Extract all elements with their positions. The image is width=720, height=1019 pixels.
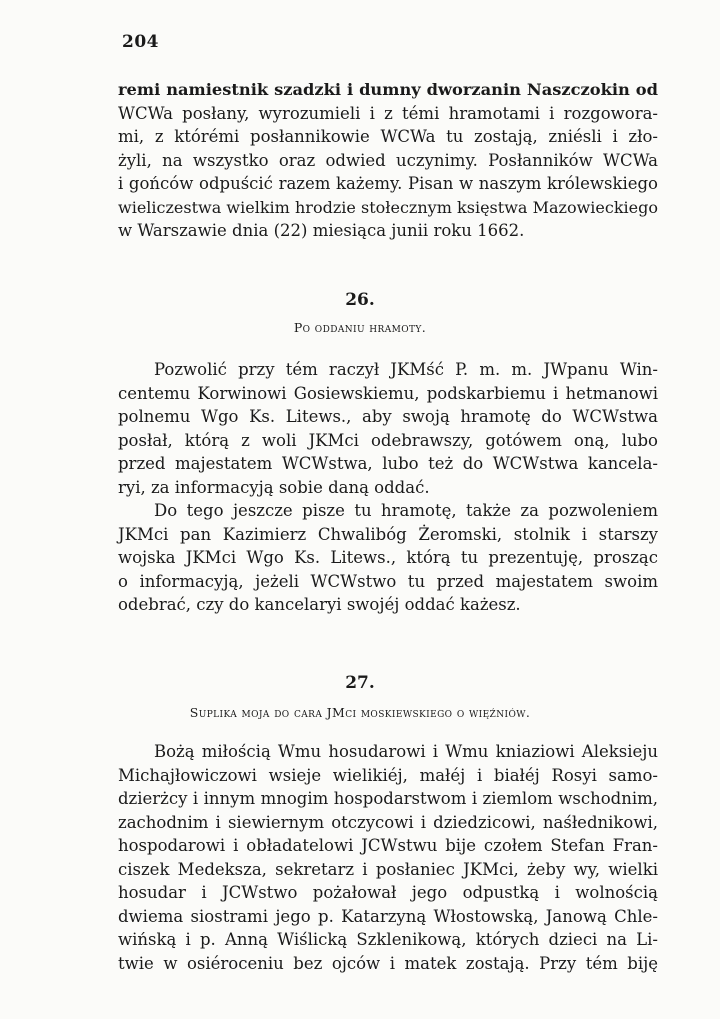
text-line: zachodnim i siewiernym otczycowi i dziedzicowi, naśłednikowi, [118, 812, 658, 832]
paragraph-letter-ending [118, 78, 658, 243]
section-number: 26. [345, 290, 375, 310]
text-line: hospodarowi i obładatelowi JCWstwu bije czołem Stefan Fran- [118, 836, 658, 855]
text-line: WCWa posłany, wyrozumieli i z témi hramotami i rozgowora- [118, 103, 658, 123]
text-line: wieliczestwa wielkim hrodzie stołecznym księstwa Mazowieckiego [118, 197, 658, 217]
text-line: posłał, którą z woli JKMci odebrawszy, gotówem oną, lubo [118, 430, 658, 450]
paragraph-section-27 [118, 740, 658, 975]
text-line: mi, z którémi posłannikowie WCWa tu zostają, zniésli i zło- [118, 127, 658, 146]
section-title: Po oddaniu hramoty. [293, 320, 427, 335]
text-line: w Warszawie dnia (22) miesiąca junii roku 1662. [118, 221, 525, 240]
text-line: twie w osiéroceniu bez ojców i matek zostają. Przy tém biję [118, 953, 658, 973]
text-line: dwiema siostrami jego p. Katarzyną Włostowską, Janową Chle- [118, 906, 658, 926]
text-line: remi namiestnik szadzki i dumny dworzanin Naszczokin od [118, 80, 658, 99]
paragraph-section-26 [118, 358, 658, 617]
text-line: o informacyją, jeżeli WCWstwo tu przed majestatem swoim [118, 571, 658, 591]
text-line: ryi, za informacyją sobie daną oddać. [118, 477, 430, 497]
text-line: dzierżcy i innym mnogim hospodarstwom i ziemlom wschodnim, [118, 789, 658, 808]
text-line: Michajłowiczowi wsieje wielikiéj, małéj i białéj Rosyi samo- [118, 765, 658, 785]
text-line: Pozwolić przy tém raczył JKMść P. m. m. JWpanu Win- [154, 360, 658, 379]
text-line: przed majestatem WCWstwa, lubo też do WCWstwa kancela- [118, 454, 658, 473]
text-line: centemu Korwinowi Gosiewskiemu, podskarbiemu i hetmanowi [118, 383, 658, 403]
section-number: 27. [345, 673, 375, 693]
text-line: żyli, na wszystko oraz odwied uczynimy. Posłanników WCWa [118, 150, 658, 170]
text-line: wińską i p. Anną Wiślicką Szklenikową, których dzieci na Li- [118, 930, 658, 949]
text-line: hosudar i JCWstwo pożałował jego odpustką i wolnością [118, 883, 658, 902]
text-line: i gońców odpuścić razem każemy. Pisan w naszym królewskiego [118, 174, 658, 193]
text-line: JKMci pan Kazimierz Chwalibóg Żeromski, stolnik i starszy [118, 524, 658, 544]
section-title: Suplika moja do cara JMci moskiewskiego o więźniów. [189, 705, 531, 720]
text-line: wojska JKMci Wgo Ks. Litews., którą tu prezentuję, prosząc [118, 548, 658, 567]
text-line: polnemu Wgo Ks. Litews., aby swoją hramotę do WCWstwa [118, 407, 658, 426]
page-number: 204 [122, 32, 159, 52]
text-line: Do tego jeszcze pisze tu hramotę, także za pozwoleniem [154, 501, 658, 520]
text-line: Bożą miłością Wmu hosudarowi i Wmu kniaziowi Aleksieju [154, 742, 658, 761]
text-line: odebrać, czy do kancelaryi swojéj oddać każesz. [118, 595, 521, 614]
text-line: ciszek Medeksza, sekretarz i posłaniec JKMci, żeby wy, wielki [118, 859, 658, 879]
